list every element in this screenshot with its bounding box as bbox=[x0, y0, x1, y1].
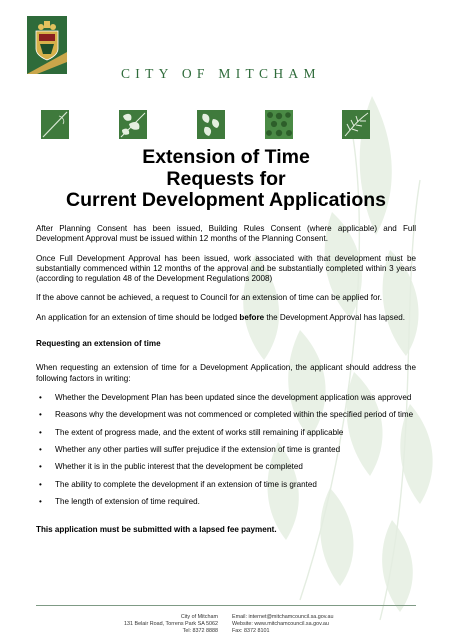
footer-line: 131 Belair Road, Torrens Park SA 5062 bbox=[124, 621, 218, 628]
list-item: • The ability to complete the development if an extension of time is granted bbox=[39, 479, 317, 489]
footer-line: City of Mitcham bbox=[180, 614, 218, 620]
bullet: • bbox=[39, 392, 42, 402]
leaf-pattern-tile bbox=[119, 110, 147, 139]
paragraph-lodge-before: An application for an extension of time should be lodged before the Development Approval has lapsed. bbox=[36, 312, 405, 322]
footer-contact bbox=[232, 614, 334, 636]
list-item: • Whether any other parties will suffer prejudice if the extension of time is granted bbox=[39, 445, 341, 455]
council-name: CITY OF MITCHAM bbox=[121, 66, 321, 81]
leaf-pattern-tile bbox=[342, 110, 370, 139]
bullet: • bbox=[39, 497, 42, 507]
title-line: Requests for bbox=[166, 167, 286, 190]
factors-list bbox=[36, 393, 416, 508]
footer-email: Email: internet@mitchamcouncil.sa.gov.au bbox=[232, 614, 334, 620]
bullet: • bbox=[39, 410, 42, 420]
paragraph-commencement: Once Full Development Approval has been issued, work associated with that development must be substantially commenced within 12 months of the approval and be substantially completed within 3 years (according to regulation 48 of the Development Regulations 2008) bbox=[36, 253, 416, 284]
list-item: • The length of extension of time required. bbox=[39, 497, 200, 507]
footer-divider bbox=[36, 605, 416, 606]
list-item: • Whether it is in the public interest that the development be completed bbox=[39, 462, 303, 472]
list-item: • Reasons why the development was not commenced or completed within the specified period of time bbox=[39, 410, 414, 420]
section-intro: When requesting an extension of time for a Development Application, the applicant should address the following factors in writing: bbox=[36, 363, 416, 383]
bullet: • bbox=[39, 427, 42, 437]
leaf-pattern-tile bbox=[41, 110, 69, 139]
leaf-pattern-tile bbox=[197, 110, 225, 139]
document-title bbox=[0, 147, 452, 212]
paragraph-extension-option: If the above cannot be achieved, a request to Council for an extension of time can be applied for. bbox=[36, 293, 383, 303]
leaf-pattern-tile bbox=[265, 110, 293, 139]
section-heading: Requesting an extension of time bbox=[36, 338, 161, 348]
footer-fax: Fax: 8372 8101 bbox=[232, 628, 270, 635]
paragraph-approval-timing: After Planning Consent has been issued, Building Rules Consent (where applicable) and Full Development Approval must be issued within 12 months of the Planning Consent. bbox=[36, 224, 416, 244]
footer-address bbox=[124, 614, 218, 636]
closing-note: This application must be submitted with a lapsed fee payment. bbox=[36, 524, 277, 534]
bullet: • bbox=[39, 445, 42, 455]
footer-website: Website: www.mitchamcouncil.sa.gov.au bbox=[232, 621, 329, 628]
bullet: • bbox=[39, 462, 42, 472]
list-item: • Whether the Development Plan has been updated since the development application was approved bbox=[39, 392, 412, 402]
council-crest-logo bbox=[27, 16, 67, 74]
title-line: Current Development Applications bbox=[66, 189, 386, 211]
title-line: Extension of Time bbox=[142, 146, 310, 168]
footer-line: Tel: 8372 8888 bbox=[182, 628, 218, 635]
document-body bbox=[36, 224, 416, 544]
emphasis-before: before bbox=[239, 312, 265, 322]
bullet: • bbox=[39, 479, 42, 489]
list-item: • The extent of progress made, and the extent of works still remaining if applicable bbox=[39, 427, 344, 437]
